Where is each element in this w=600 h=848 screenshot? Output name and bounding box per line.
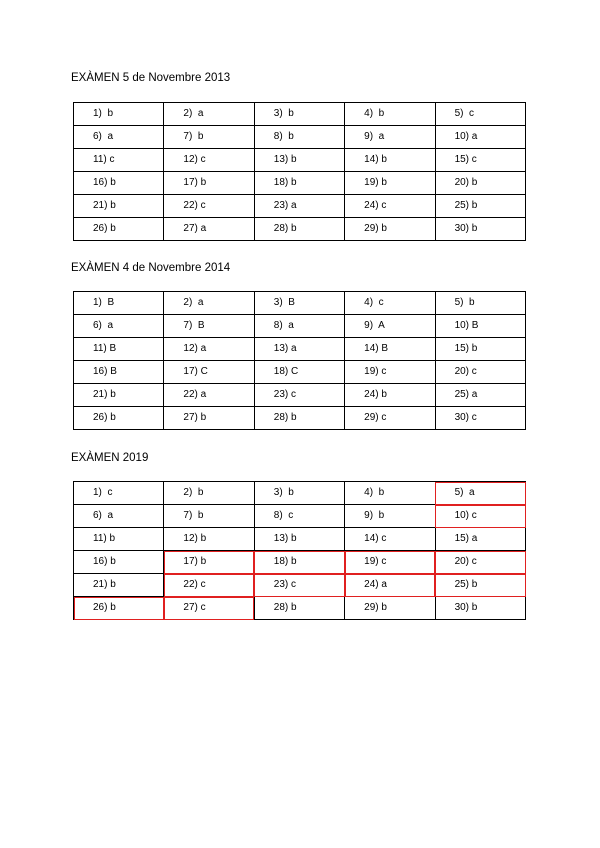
answer-cell: 1) c: [74, 482, 164, 505]
answer-cell: 20) c: [435, 551, 525, 574]
answer-cell: 19) c: [345, 551, 435, 574]
answer-cell: 22) c: [164, 574, 254, 597]
answer-cell: 28) b: [254, 407, 344, 430]
answer-cell: 13) b: [254, 528, 344, 551]
answer-cell: 25) b: [435, 574, 525, 597]
answer-cell: 2) b: [164, 482, 254, 505]
table-row: [74, 574, 526, 597]
answer-cell: 7) b: [164, 505, 254, 528]
answer-cell: 21) b: [74, 384, 164, 407]
table-row: [74, 292, 526, 315]
answer-cell: 25) a: [435, 384, 525, 407]
answer-cell: 8) b: [254, 126, 344, 149]
table-row: [74, 338, 526, 361]
table-row: [74, 361, 526, 384]
answer-cell: 23) c: [254, 574, 344, 597]
table-row: [74, 315, 526, 338]
answer-cell: 2) a: [164, 292, 254, 315]
answer-cell: 18) C: [254, 361, 344, 384]
answer-cell: 6) a: [74, 126, 164, 149]
answer-cell: 15) c: [435, 149, 525, 172]
answer-cell: 29) b: [345, 218, 435, 241]
answer-cell: 14) b: [345, 149, 435, 172]
answer-cell: 3) b: [254, 482, 344, 505]
answer-table-2014: [73, 291, 526, 430]
exam-title-2019: EXÀMEN 2019: [71, 452, 149, 464]
table-row: [74, 551, 526, 574]
answer-cell: 28) b: [254, 218, 344, 241]
answer-cell: 7) b: [164, 126, 254, 149]
answer-cell: 7) B: [164, 315, 254, 338]
answer-cell: 30) b: [435, 218, 525, 241]
exam-title-2014: EXÀMEN 4 de Novembre 2014: [71, 262, 231, 274]
answer-cell: 23) c: [254, 384, 344, 407]
answer-cell: 26) b: [74, 407, 164, 430]
answer-cell: 17) b: [164, 172, 254, 195]
answer-cell: 14) c: [345, 528, 435, 551]
answer-cell: 13) b: [254, 149, 344, 172]
answer-cell: 9) a: [345, 126, 435, 149]
table-row: [74, 103, 526, 126]
answer-cell: 22) c: [164, 195, 254, 218]
answer-cell: 22) a: [164, 384, 254, 407]
answer-cell: 24) c: [345, 195, 435, 218]
table-row: [74, 149, 526, 172]
answer-cell: 16) b: [74, 551, 164, 574]
answer-cell: 24) b: [345, 384, 435, 407]
table-row: [74, 528, 526, 551]
answer-cell: 4) b: [345, 482, 435, 505]
answer-cell: 9) b: [345, 505, 435, 528]
answer-cell: 29) c: [345, 407, 435, 430]
table-row: [74, 195, 526, 218]
answer-table-2019: [73, 481, 526, 620]
answer-cell: 1) b: [74, 103, 164, 126]
answer-cell: 6) a: [74, 505, 164, 528]
table-row: [74, 126, 526, 149]
answer-cell: 27) a: [164, 218, 254, 241]
answer-cell: 3) b: [254, 103, 344, 126]
answer-cell: 10) c: [435, 505, 525, 528]
answer-cell: 25) b: [435, 195, 525, 218]
answer-cell: 20) b: [435, 172, 525, 195]
answer-cell: 3) B: [254, 292, 344, 315]
table-row: [74, 384, 526, 407]
answer-cell: 10) B: [435, 315, 525, 338]
answer-cell: 11) c: [74, 149, 164, 172]
answer-cell: 4) c: [345, 292, 435, 315]
answer-cell: 19) c: [345, 361, 435, 384]
answer-cell: 12) b: [164, 528, 254, 551]
answer-cell: 18) b: [254, 551, 344, 574]
answer-cell: 23) a: [254, 195, 344, 218]
answer-cell: 18) b: [254, 172, 344, 195]
answer-cell: 6) a: [74, 315, 164, 338]
answer-cell: 21) b: [74, 574, 164, 597]
answer-cell: 8) a: [254, 315, 344, 338]
answer-cell: 4) b: [345, 103, 435, 126]
exam-title-2013: EXÀMEN 5 de Novembre 2013: [71, 72, 231, 84]
answer-cell: 5) c: [435, 103, 525, 126]
answer-cell: 27) c: [164, 597, 254, 620]
answer-cell: 5) a: [435, 482, 525, 505]
answer-cell: 20) c: [435, 361, 525, 384]
answer-cell: 13) a: [254, 338, 344, 361]
answer-cell: 30) b: [435, 597, 525, 620]
table-row: [74, 218, 526, 241]
answer-cell: 9) A: [345, 315, 435, 338]
answer-cell: 16) b: [74, 172, 164, 195]
answer-cell: 28) b: [254, 597, 344, 620]
answer-cell: 10) a: [435, 126, 525, 149]
answer-table-2013: [73, 102, 526, 241]
table-row: [74, 407, 526, 430]
answer-cell: 1) B: [74, 292, 164, 315]
answer-cell: 5) b: [435, 292, 525, 315]
answer-cell: 12) a: [164, 338, 254, 361]
answer-cell: 19) b: [345, 172, 435, 195]
table-row: [74, 597, 526, 620]
answer-cell: 30) c: [435, 407, 525, 430]
answer-cell: 17) b: [164, 551, 254, 574]
table-row: [74, 172, 526, 195]
answer-cell: 2) a: [164, 103, 254, 126]
answer-cell: 21) b: [74, 195, 164, 218]
answer-cell: 27) b: [164, 407, 254, 430]
answer-cell: 26) b: [74, 218, 164, 241]
answer-cell: 15) b: [435, 338, 525, 361]
table-row: [74, 505, 526, 528]
answer-cell: 16) B: [74, 361, 164, 384]
answer-cell: 12) c: [164, 149, 254, 172]
answer-cell: 8) c: [254, 505, 344, 528]
table-row: [74, 482, 526, 505]
answer-cell: 11) b: [74, 528, 164, 551]
answer-cell: 15) a: [435, 528, 525, 551]
answer-cell: 26) b: [74, 597, 164, 620]
answer-cell: 29) b: [345, 597, 435, 620]
answer-cell: 14) B: [345, 338, 435, 361]
answer-cell: 11) B: [74, 338, 164, 361]
answer-cell: 24) a: [345, 574, 435, 597]
answer-cell: 17) C: [164, 361, 254, 384]
